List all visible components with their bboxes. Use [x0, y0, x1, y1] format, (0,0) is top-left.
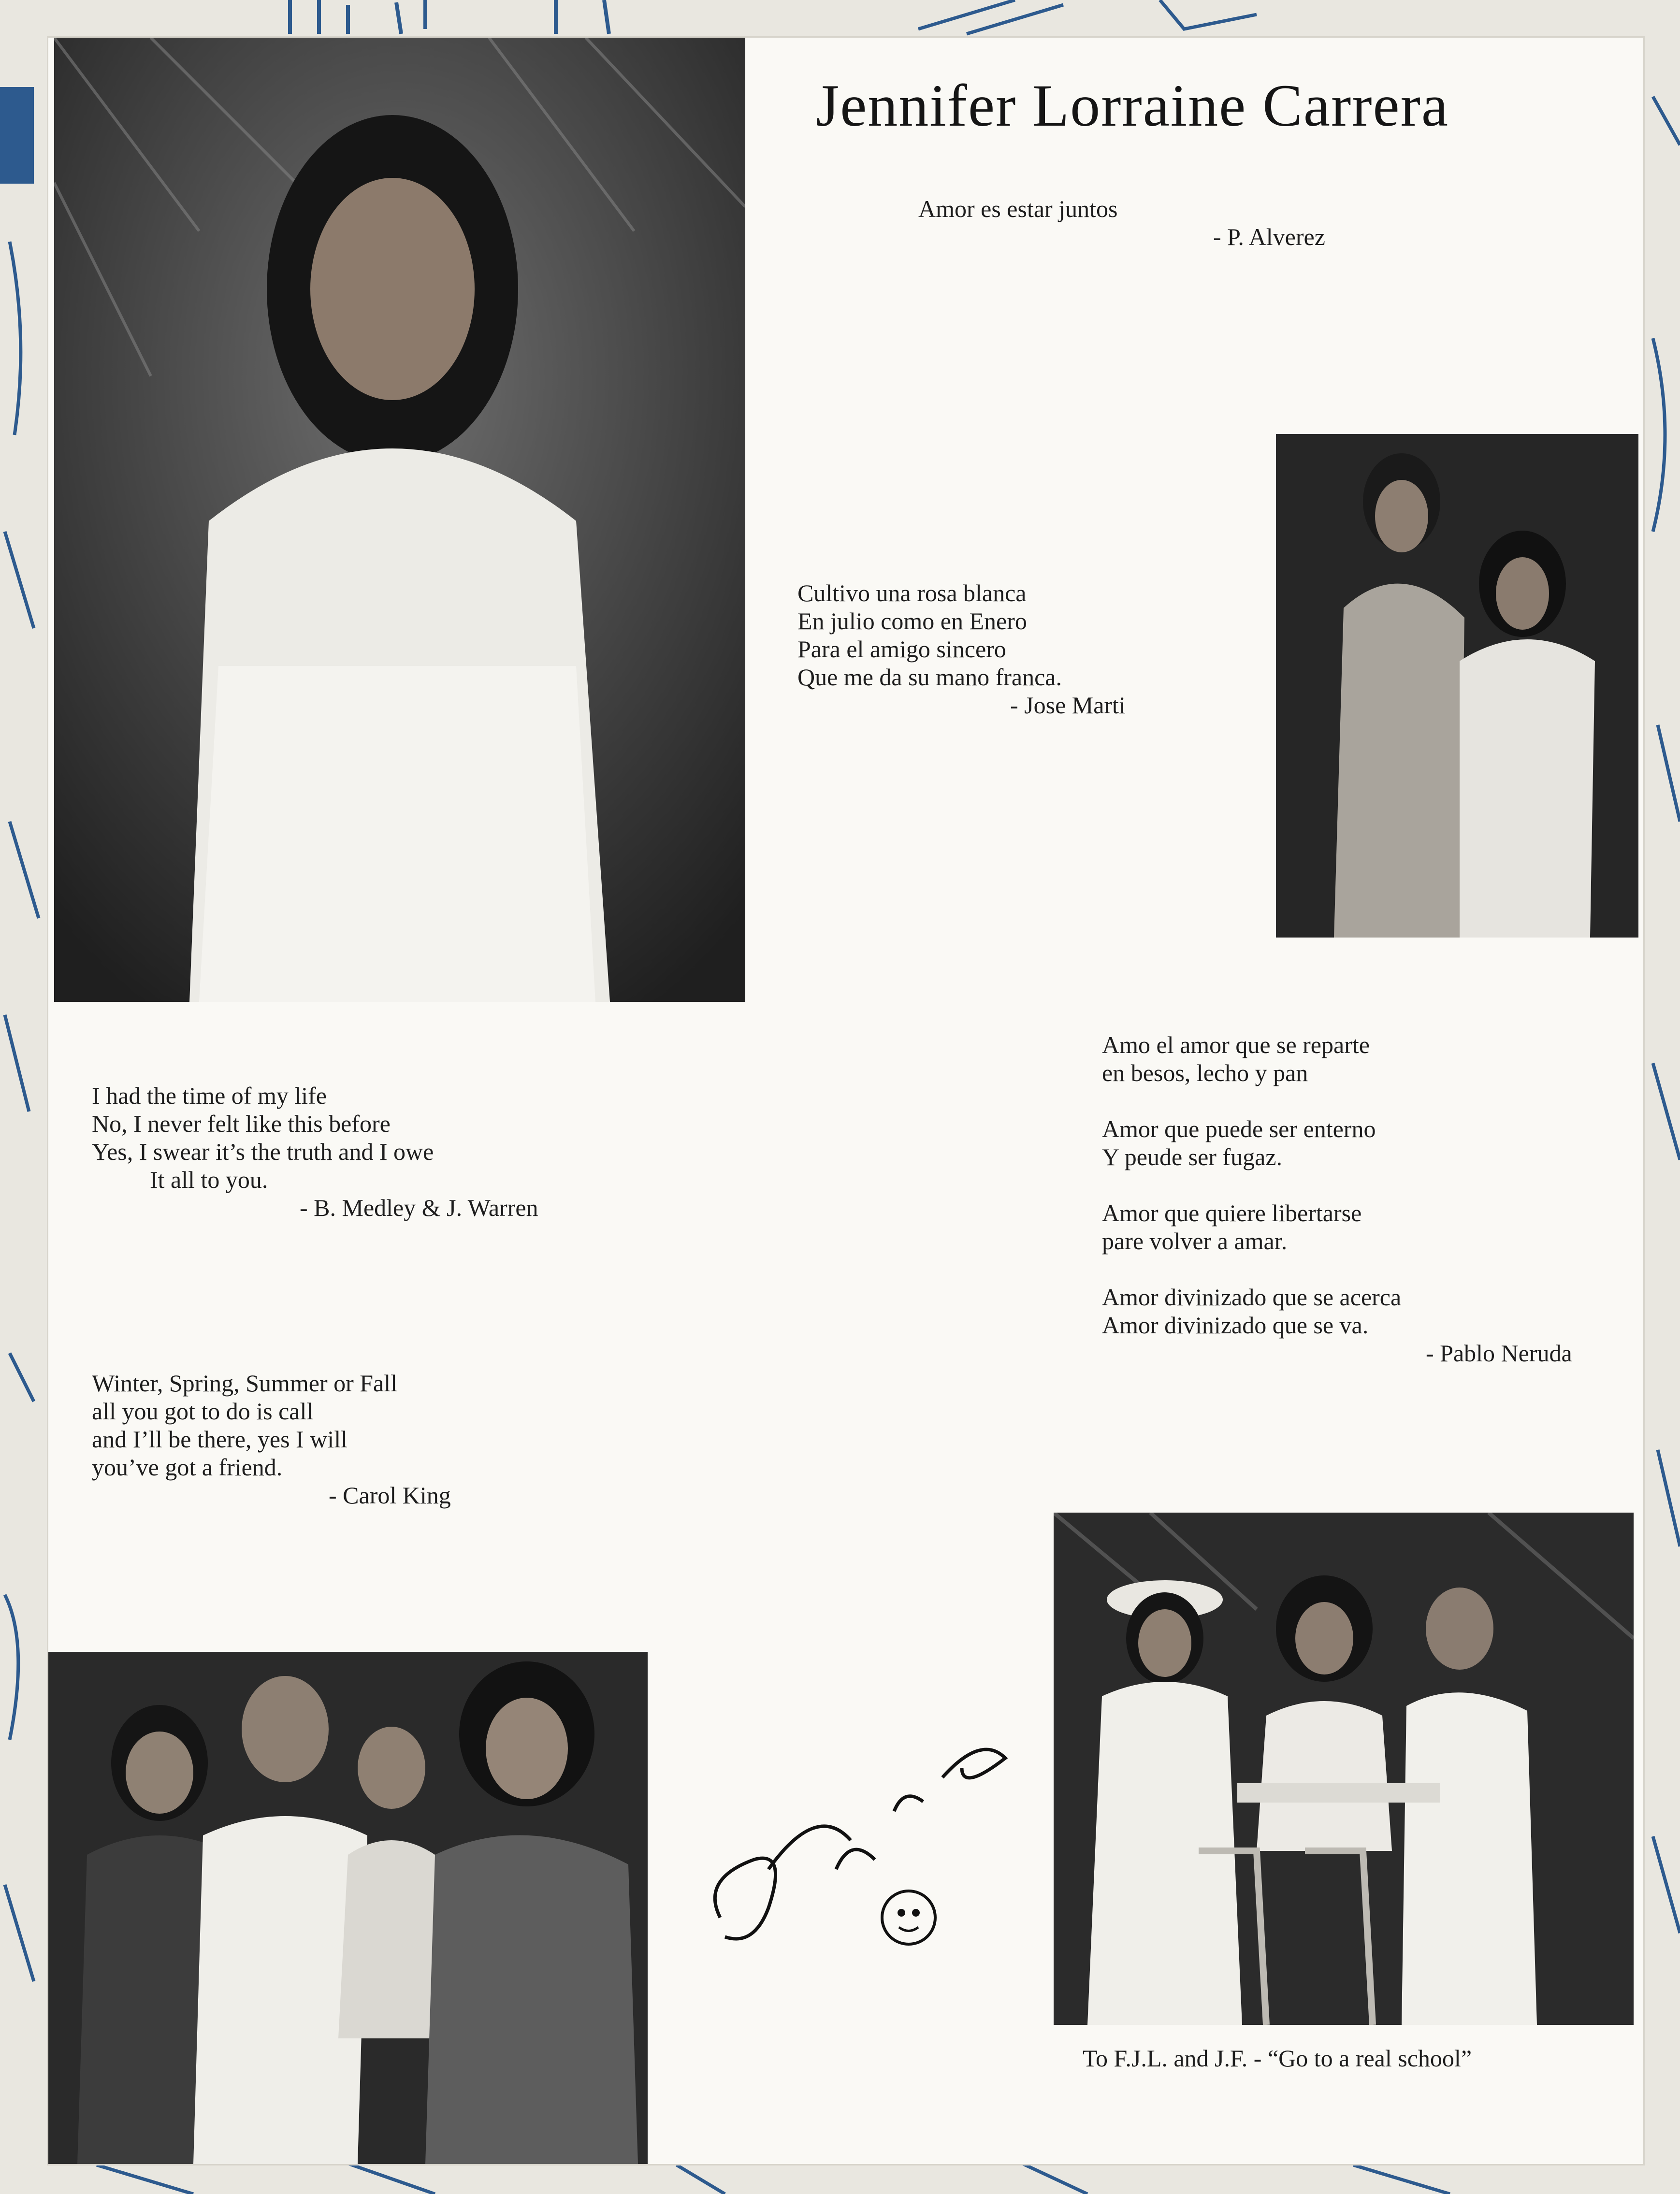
yearbook-page: [48, 38, 1643, 2164]
quote-line: Winter, Spring, Summer or Fall: [92, 1370, 398, 1397]
group-photo-caption: To F.J.L. and J.F. - “Go to a real school”: [1083, 2045, 1472, 2072]
quote-line: Que me da su mano franca.: [797, 664, 1062, 691]
quote-attribution: - Carol King: [329, 1482, 451, 1509]
quote-line: Y peude ser fugaz.: [1102, 1143, 1282, 1170]
portrait-photo: [54, 38, 745, 1002]
quote-line: all you got to do is call: [92, 1398, 314, 1425]
quote-alverez: [918, 195, 1325, 251]
quote-line: Cultivo una rosa blanca: [797, 579, 1027, 606]
quote-line: Amor es estar juntos: [918, 195, 1118, 222]
quote-line: en besos, lecho y pan: [1102, 1059, 1308, 1086]
quote-line: It all to you.: [150, 1166, 268, 1193]
quote-line: Amor divinizado que se va.: [1102, 1312, 1369, 1339]
couple-photo: [1276, 434, 1638, 938]
quote-line: you’ve got a friend.: [92, 1454, 283, 1481]
page-title: Jennifer Lorraine Carrera: [816, 72, 1449, 139]
quote-line: I had the time of my life: [92, 1082, 327, 1109]
family-photo: [48, 1652, 648, 2164]
quote-line: Para el amigo sincero: [797, 635, 1006, 663]
quote-line: Amor que puede ser enterno: [1102, 1115, 1376, 1142]
quote-line: Amor que quiere libertarse: [1102, 1199, 1362, 1227]
quote-marti: [797, 579, 1126, 719]
quote-medley: [92, 1082, 538, 1222]
quote-line: pare volver a amar.: [1102, 1227, 1288, 1255]
quote-line: No, I never felt like this before: [92, 1110, 391, 1137]
quote-line: Yes, I swear it’s the truth and I owe: [92, 1138, 434, 1165]
quote-attribution: - Pablo Neruda: [1426, 1340, 1572, 1367]
quote-attribution: - Jose Marti: [1010, 692, 1126, 719]
quote-attribution: - P. Alverez: [1213, 223, 1325, 250]
quote-line: and I’ll be there, yes I will: [92, 1426, 348, 1453]
quote-attribution: - B. Medley & J. Warren: [300, 1194, 538, 1221]
quote-king: [92, 1369, 451, 1509]
quote-line: Amor divinizado que se acerca: [1102, 1284, 1402, 1311]
quote-line: En julio como en Enero: [797, 607, 1027, 635]
signature-drawing: [691, 1715, 1025, 1985]
group-photo: [1054, 1513, 1634, 2025]
quote-neruda: [1102, 1031, 1572, 1367]
quote-line: Amo el amor que se reparte: [1102, 1031, 1370, 1058]
